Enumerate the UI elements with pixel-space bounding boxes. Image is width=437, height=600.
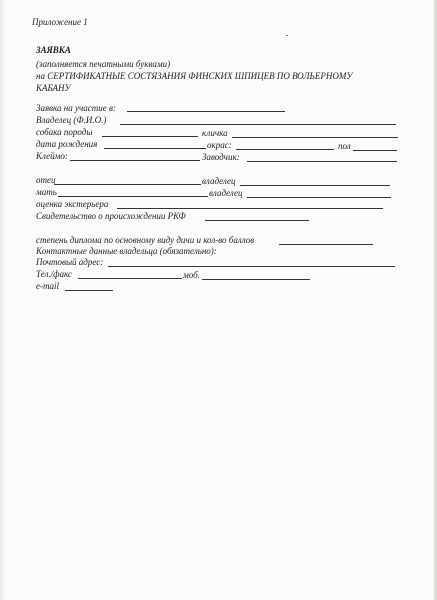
mother-label: мать bbox=[36, 187, 57, 197]
application-for-label: Заявка на участие в: bbox=[36, 103, 116, 113]
father-owner-label: владелец bbox=[202, 176, 236, 186]
birth-date-line[interactable] bbox=[104, 148, 206, 149]
mobile-line[interactable] bbox=[202, 279, 310, 280]
nickname-label: кличка bbox=[202, 128, 228, 138]
email-label: e-mail bbox=[36, 281, 59, 291]
mother-owner-line[interactable] bbox=[247, 197, 391, 198]
mother-line[interactable] bbox=[58, 196, 208, 197]
owner-line[interactable] bbox=[120, 124, 396, 125]
contacts-label: Контактные данные владельца (обязательно): bbox=[36, 246, 217, 256]
diploma-label: степень диплома по основному виду дичи и кол-во баллов bbox=[36, 235, 255, 245]
breed-line[interactable] bbox=[102, 136, 198, 137]
father-label: отец bbox=[36, 175, 56, 185]
color-line[interactable] bbox=[236, 149, 334, 150]
page-edge-shadow bbox=[0, 0, 6, 600]
breed-label: собака породы bbox=[36, 127, 93, 137]
color-label: окрас: bbox=[207, 140, 232, 150]
form-subtitle: (заполняется печатными буквами) bbox=[36, 59, 171, 69]
rkf-certificate-label: Свидетельство о происхождении РКФ bbox=[36, 211, 186, 221]
nickname-line[interactable] bbox=[232, 137, 398, 138]
email-line[interactable] bbox=[65, 290, 113, 291]
rkf-certificate-line[interactable] bbox=[205, 220, 309, 221]
address-line[interactable] bbox=[108, 266, 395, 267]
owner-label: Владелец (Ф.И.О.) bbox=[36, 115, 107, 125]
paper-speck bbox=[286, 35, 288, 36]
form-title: ЗАЯВКА bbox=[36, 45, 71, 55]
brand-line[interactable] bbox=[70, 160, 200, 161]
mother-owner-label: владелец bbox=[209, 188, 243, 198]
address-label: Почтовый адрес: bbox=[36, 257, 104, 267]
event-title-line2: КАБАНУ bbox=[36, 83, 71, 93]
event-title-line1: на СЕРТИФИКАТНЫЕ СОСТЯЗАНИЯ ФИНСКИХ ШПИЦЕВ ПО ВОЛЬЕРНОМУ bbox=[36, 71, 353, 81]
brand-label: Клеймо: bbox=[36, 151, 68, 161]
father-line[interactable] bbox=[55, 184, 201, 185]
breeder-label: Заводчик: bbox=[202, 152, 240, 162]
birth-date-label: дата рождения bbox=[36, 139, 98, 149]
diploma-line[interactable] bbox=[279, 244, 373, 245]
sex-line[interactable] bbox=[353, 150, 397, 151]
sex-label: пол bbox=[338, 141, 351, 151]
breeder-line[interactable] bbox=[247, 161, 397, 162]
phone-label: Тел./факс bbox=[36, 269, 72, 279]
exterior-line[interactable] bbox=[117, 208, 383, 209]
appendix-label: Приложение 1 bbox=[32, 17, 88, 27]
mobile-label: моб. bbox=[183, 270, 200, 280]
phone-line[interactable] bbox=[78, 278, 182, 279]
application-for-line[interactable] bbox=[127, 111, 285, 112]
exterior-label: оценка экстерьера bbox=[36, 199, 109, 209]
father-owner-line[interactable] bbox=[240, 185, 390, 186]
